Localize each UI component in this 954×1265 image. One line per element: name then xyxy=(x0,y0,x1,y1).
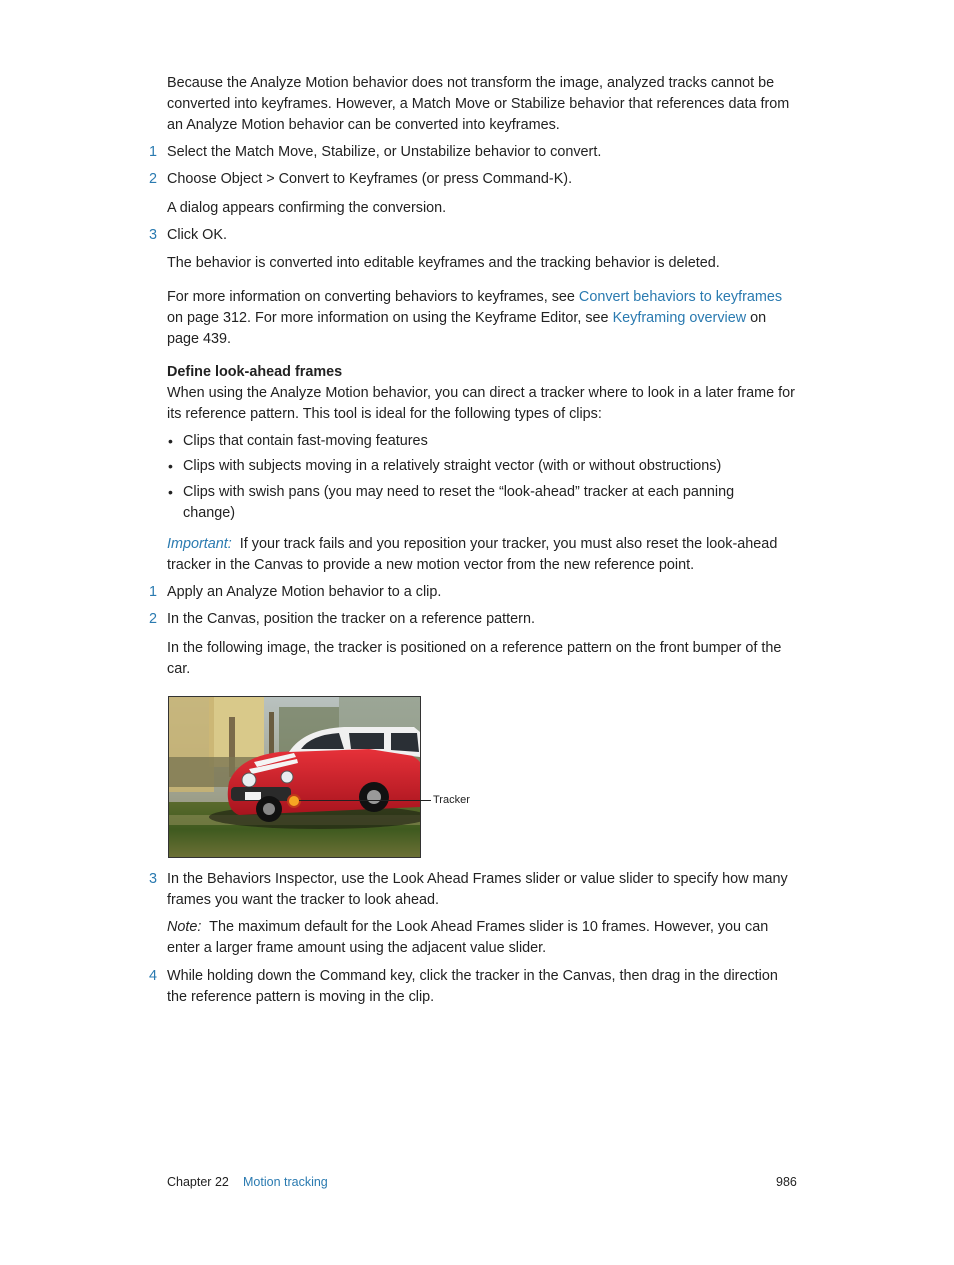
intro-paragraph: Because the Analyze Motion behavior does not transform the image, analyzed tracks cannot be converted into keyframes. However, a Match Move or Stabilize behavior that references data from an Analyze Motion behavior can be converted into keyframes. xyxy=(167,75,790,133)
important-text: If your track fails and you reposition your tracker, you must also reset the look-ahead tracker in the Canvas to provide a new motion vector from the new reference point. xyxy=(167,536,778,573)
step-text: Choose Object > Convert to Keyframes (or press Command-K). xyxy=(167,171,573,187)
step-text: In the Canvas, position the tracker on a reference pattern. xyxy=(167,611,535,627)
step-text: While holding down the Command key, click the tracker in the Canvas, then drag in the direction the reference pattern is moving in the clip. xyxy=(167,968,778,1005)
step-number: 1 xyxy=(149,584,158,600)
car-photo xyxy=(169,697,420,857)
step-number: 2 xyxy=(149,171,158,187)
callout-line xyxy=(299,800,431,801)
result-note: The behavior is converted into editable keyframes and the tracking behavior is deleted. xyxy=(167,255,720,271)
step-number: 1 xyxy=(149,144,158,160)
footer-page-number: 986 xyxy=(776,1175,797,1189)
tracker-marker xyxy=(288,795,300,807)
more-info-post: on page 439. xyxy=(167,310,767,347)
more-info-mid: on page 312. For more information on using the Keyframe Editor, see xyxy=(167,310,613,326)
step-number: 3 xyxy=(149,871,158,887)
bullet-marker: • xyxy=(168,484,173,500)
image-caption: In the following image, the tracker is positioned on a reference pattern on the front bumper of the car. xyxy=(167,640,782,677)
more-info-pre: For more information on converting behaviors to keyframes, see xyxy=(167,289,579,305)
step-text: Select the Match Move, Stabilize, or Unstabilize behavior to convert. xyxy=(167,144,602,160)
footer-chapter: Chapter 22 xyxy=(167,1175,229,1189)
important-paragraph xyxy=(167,534,799,576)
note-text: The maximum default for the Look Ahead Frames slider is 10 frames. However, you can enter a larger frame amount using the adjacent value slider. xyxy=(167,919,769,956)
bullet-item: Clips with swish pans (you may need to reset the “look-ahead” tracker at each panning change) xyxy=(183,484,735,521)
footer-section-link[interactable]: Motion tracking xyxy=(243,1175,328,1189)
step-number: 3 xyxy=(149,227,158,243)
car-tracker-image xyxy=(168,696,421,858)
dialog-note: A dialog appears confirming the conversion. xyxy=(167,200,447,216)
section-heading: Define look-ahead frames xyxy=(167,364,343,380)
step-text: Apply an Analyze Motion behavior to a clip. xyxy=(167,584,442,600)
step-text: Click OK. xyxy=(167,227,227,243)
step-number: 2 xyxy=(149,611,158,627)
tracker-callout-label: Tracker xyxy=(433,794,470,806)
more-info-paragraph xyxy=(167,287,799,350)
bullet-marker: • xyxy=(168,458,173,474)
bullet-marker: • xyxy=(168,433,173,449)
convert-behaviors-link[interactable]: Convert behaviors to keyframes xyxy=(578,289,783,305)
note-paragraph xyxy=(167,917,799,959)
step-text: In the Behaviors Inspector, use the Look Ahead Frames slider or value slider to specify how many frames you want the tracker to look ahead. xyxy=(167,871,788,908)
bullet-item: Clips that contain fast-moving features xyxy=(183,433,428,449)
important-label: Important: xyxy=(167,536,232,552)
step-number: 4 xyxy=(149,968,158,984)
note-label: Note: xyxy=(167,919,202,935)
section-intro: When using the Analyze Motion behavior, you can direct a tracker where to look in a later frame for its reference pattern. This tool is ideal for the following types of clips: xyxy=(167,385,795,422)
keyframing-overview-link[interactable]: Keyframing overview xyxy=(612,310,747,326)
bullet-item: Clips with subjects moving in a relatively straight vector (with or without obstructions) xyxy=(183,458,722,474)
